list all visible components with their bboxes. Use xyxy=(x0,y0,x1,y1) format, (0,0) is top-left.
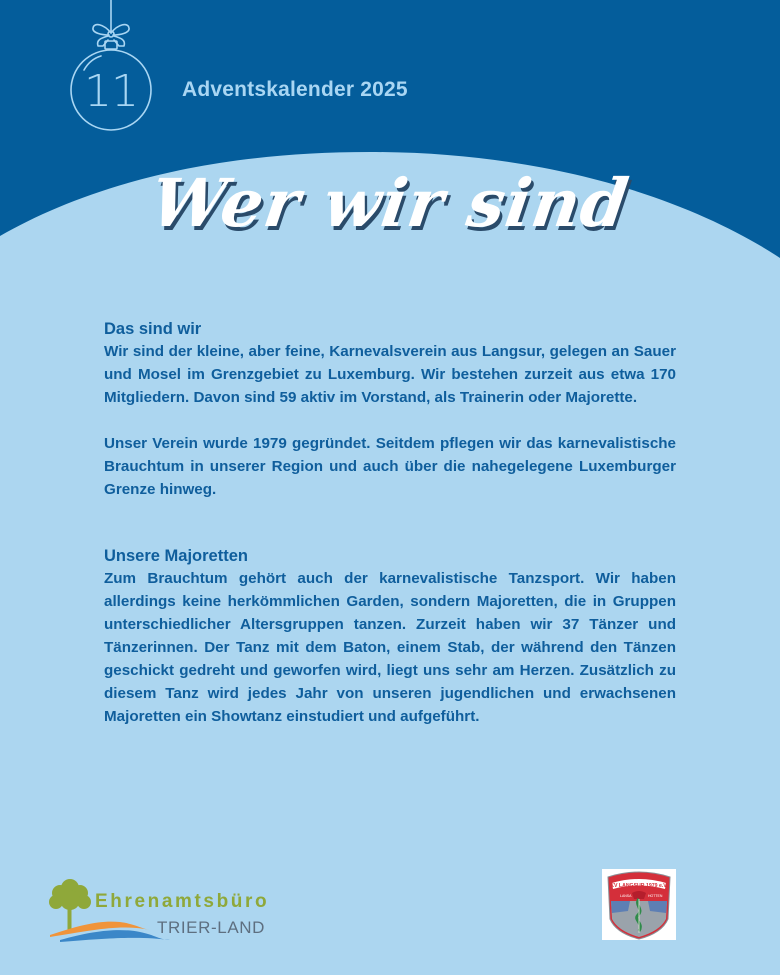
club-crest-logo xyxy=(602,869,676,940)
spacer xyxy=(104,522,676,545)
paragraph: Unser Verein wurde 1979 gegründet. Seitdem pflegen wir das karnevalistische Brauchtum in unserer Region und auch über die nahegelegene Luxemburger Grenze hinweg. xyxy=(104,435,676,498)
section-heading-unsere-majoretten: Unsere Majoretten xyxy=(104,547,248,565)
crest-left-label: LANSA xyxy=(620,894,632,898)
section-heading-das-sind-wir: Das sind wir xyxy=(104,320,202,338)
spacer xyxy=(104,501,676,522)
tree-icon xyxy=(49,879,91,930)
crest-right-label: HOTTEN xyxy=(648,894,663,898)
paragraph: Zum Brauchtum gehört auch der karnevalistische Tanzsport. Wir haben allerdings keine herkömmlichen Garden, sondern Majoretten, die in Gruppen unterschiedlicher Altersgruppen tanzen. Zurzeit haben wir 37 Tänzer und Tänzerinnen. Der Tanz mit dem Baton, einem Stab, der während den Tänzen geschickt gedreht und geworfen wird, liegt uns sehr am Herzen. Zusätzlich zu diesem Tanz wird jedes Jahr von unseren jugendlichen und erwachsenen Majoretten ein Showtanz einstudiert und aufgeführt. xyxy=(104,570,676,725)
paragraph: Wir sind der kleine, aber feine, Karnevalsverein aus Langsur, gelegen an Sauer und Mosel im Grenzgebiet zu Luxemburg. Wir bestehen zurzeit aus etwa 170 Mitgliedern. Davon sind 59 aktiv im Vorstand, als Trainerin oder Majorette. xyxy=(104,343,676,406)
content-body xyxy=(104,318,676,728)
day-number: 11 xyxy=(84,66,138,117)
page-title: Wer wir sind xyxy=(146,164,634,242)
spacer xyxy=(104,409,676,432)
logo-text-trier-land: TRIER-LAND xyxy=(157,918,266,937)
club-crest-icon xyxy=(602,869,676,940)
logo-text-ehrenamtsbuero: Ehrenamtsbüro xyxy=(95,891,270,912)
calendar-title: Adventskalender 2025 xyxy=(182,78,408,101)
crest-top-text: KV LANGSUR 1979 e.V. xyxy=(610,883,668,889)
